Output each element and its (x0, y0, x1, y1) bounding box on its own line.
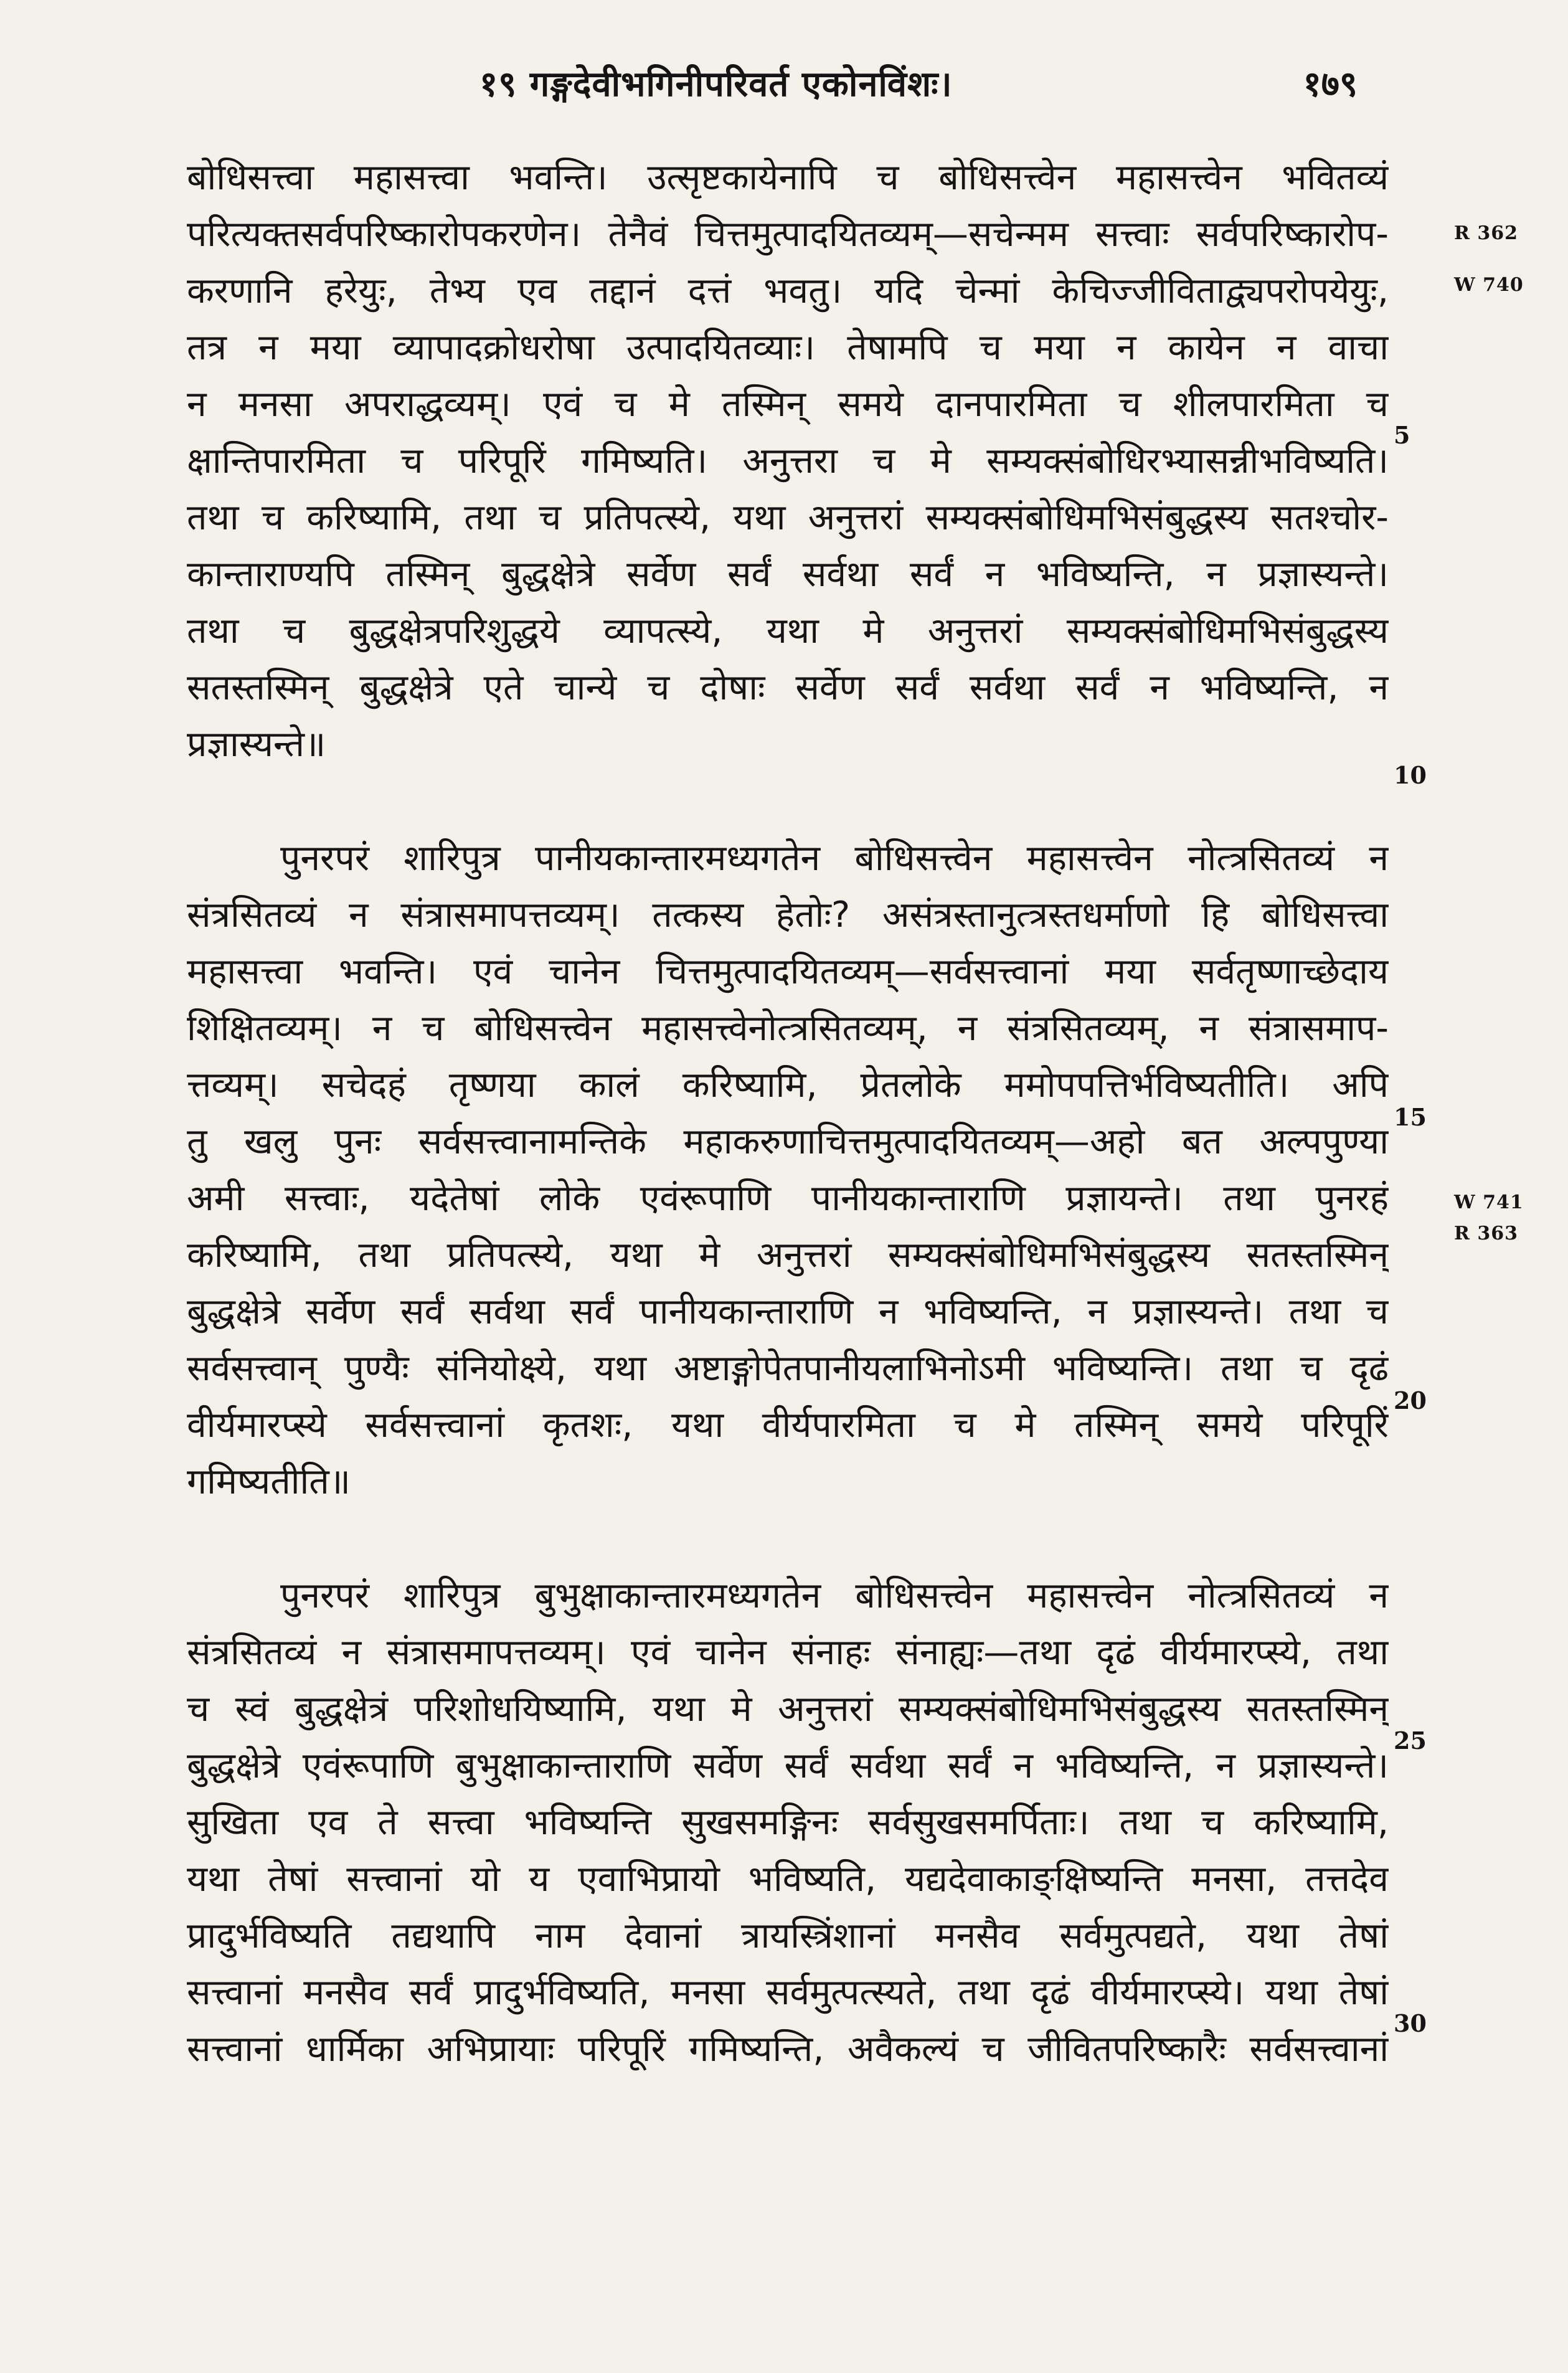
text-line: गमिष्यतीति॥ (187, 1461, 351, 1502)
text-line: क्षान्तिपारमिता च परिपूरिं गमिष्यति। अनुत्तरा च मे सम्यक्संबोधिरभ्यासन्नीभविष्यति। (187, 440, 1389, 481)
margin-ref-r363: R 363 (1454, 1223, 1518, 1244)
text-line: संत्रसितव्यं न संत्रासमापत्तव्यम्। तत्कस्य हेतोः? असंत्रस्तानुत्त्रस्तधर्माणो हि बोधिसत्त्वा (187, 894, 1389, 935)
text-line: सत्त्वानां धार्मिका अभिप्रायाः परिपूरिं गमिष्यन्ति, अवैकल्यं च जीवितपरिष्कारैः सर्वसत्त्वानां (187, 2029, 1389, 2070)
text-line: सतस्तस्मिन् बुद्धक्षेत्रे एते चान्ये च दोषाः सर्वेण सर्वं सर्वथा सर्वं न भविष्यन्ति, न (187, 667, 1389, 708)
paragraph-3 (187, 1568, 1389, 2078)
line-number-20: 20 (1394, 1386, 1427, 1414)
text-line: तथा च बुद्धक्षेत्रपरिशुद्धये व्यापत्स्ये, यथा मे अनुत्तरां सम्यक्संबोधिमभिसंबुद्धस्य (187, 610, 1389, 651)
text-line: तु खलु पुनः सर्वसत्त्वानामन्तिके महाकरुणाचित्तमुत्पादयितव्यम्—अहो बत अल्पपुण्या (187, 1121, 1389, 1162)
text-line: परित्यक्तसर्वपरिष्कारोपकरणेन। तेनैवं चित्तमुत्पादयितव्यम्—सचेन्मम सत्त्वाः सर्वपरिष्कारोप- (187, 214, 1389, 255)
text-line: सत्त्वानां मनसैव सर्वं प्रादुर्भविष्यति, मनसा सर्वमुत्पत्स्यते, तथा दृढं वीर्यमारप्स्ये। यथा तेषां (187, 1972, 1389, 2013)
line-number-10: 10 (1394, 761, 1427, 789)
text-line: पुनरपरं शारिपुत्र बुभुक्षाकान्तारमध्यगतेन बोधिसत्त्वेन महासत्त्वेन नोत्त्रसितव्यं न (280, 1575, 1389, 1616)
text-line: संत्रसितव्यं न संत्रासमापत्तव्यम्। एवं चानेन संनाहः संनाह्यः—तथा दृढं वीर्यमारप्स्ये, तथा (187, 1632, 1389, 1673)
line-number-5: 5 (1394, 421, 1410, 449)
text-line: अमी सत्त्वाः, यदेतेषां लोके एवंरूपाणि पानीयकान्ताराणि प्रज्ञायन्ते। तथा पुनरहं (187, 1178, 1389, 1219)
margin-ref-w741: W 741 (1454, 1191, 1524, 1213)
text-line: सुखिता एव ते सत्त्वा भविष्यन्ति सुखसमङ्गिनः सर्वसुखसमर्पिताः। तथा च करिष्यामि, (187, 1802, 1389, 1843)
text-line: महासत्त्वा भवन्ति। एवं चानेन चित्तमुत्पादयितव्यम्—सर्वसत्त्वानां मया सर्वतृष्णाच्छेदाय (187, 951, 1389, 992)
line-number-25: 25 (1394, 1726, 1427, 1755)
text-line: प्रज्ञास्यन्ते॥ (187, 724, 326, 765)
line-number-30: 30 (1394, 2009, 1427, 2037)
text-line: बोधिसत्त्वा महासत्त्वा भवन्ति। उत्सृष्टकायेनापि च बोधिसत्त्वेन महासत्त्वेन भवितव्यं (187, 157, 1389, 198)
text-line: च स्वं बुद्धक्षेत्रं परिशोधयिष्यामि, यथा मे अनुत्तरां सम्यक्संबोधिमभिसंबुद्धस्य सतस्तस्मिन् (187, 1689, 1389, 1730)
text-line: पुनरपरं शारिपुत्र पानीयकान्तारमध्यगतेन बोधिसत्त्वेन महासत्त्वेन नोत्त्रसितव्यं न (280, 838, 1389, 879)
chapter-title: १९ गङ्गदेवीभगिनीपरिवर्त एकोनविंशः। (479, 64, 953, 105)
text-line: सर्वसत्त्वान् पुण्यैः संनियोक्ष्ये, यथा अष्टाङ्गोपेतपानीयलाभिनोऽमी भविष्यन्ति। तथा च दृढं (187, 1348, 1389, 1389)
text-line: करिष्यामि, तथा प्रतिपत्स्ये, यथा मे अनुत्तरां सम्यक्संबोधिमभिसंबुद्धस्य सतस्तस्मिन् (187, 1234, 1389, 1276)
text-line: प्रादुर्भविष्यति तद्यथापि नाम देवानां त्रायस्त्रिंशानां मनसैव सर्वमुत्पद्यते, यथा तेषां (187, 1915, 1389, 1956)
text-line: करणानि हरेयुः, तेभ्य एव तद्दानं दत्तं भवतु। यदि चेन्मां केचिज्जीविताद्व्यपरोपयेयुः, (187, 270, 1389, 311)
text-line: तत्र न मया व्यापादक्रोधरोषा उत्पादयितव्याः। तेषामपि च मया न कायेन न वाचा (187, 327, 1389, 368)
paragraph-1 (187, 149, 1389, 773)
text-line: त्तव्यम्। सचेदहं तृष्णया कालं करिष्यामि, प्रेतलोके ममोपपत्तिर्भविष्यतीति। अपि (187, 1064, 1389, 1106)
text-line: कान्ताराण्यपि तस्मिन् बुद्धक्षेत्रे सर्वेण सर्वं सर्वथा सर्वं न भविष्यन्ति, न प्रज्ञास्यन्ते। (187, 554, 1389, 595)
line-number-15: 15 (1394, 1103, 1427, 1131)
text-line: बुद्धक्षेत्रे सर्वेण सर्वं सर्वथा सर्वं पानीयकान्ताराणि न भविष्यन्ति, न प्रज्ञास्यन्ते। तथा च (187, 1291, 1389, 1332)
margin-ref-r362: R 362 (1454, 222, 1518, 244)
body-text (187, 149, 1389, 2078)
text-line: शिक्षितव्यम्। न च बोधिसत्त्वेन महासत्त्वेनोत्त्रसितव्यम्, न संत्रसितव्यम्, न संत्रासमाप- (187, 1008, 1389, 1049)
paragraph-2 (187, 830, 1389, 1510)
text-line: तथा च करिष्यामि, तथा च प्रतिपत्स्ये, यथा अनुत्तरां सम्यक्संबोधिमभिसंबुद्धस्य सतश्चोर- (187, 497, 1389, 538)
text-line: यथा तेषां सत्त्वानां यो य एवाभिप्रायो भविष्यति, यद्यदेवाकाङ्क्षिष्यन्ति मनसा, तत्तदेव (187, 1859, 1389, 1900)
text-line: वीर्यमारप्स्ये सर्वसत्त्वानां कृतशः, यथा वीर्यपारमिता च मे तस्मिन् समये परिपूरिं (187, 1404, 1389, 1446)
text-line: न मनसा अपराद्धव्यम्। एवं च मे तस्मिन् समये दानपारमिता च शीलपारमिता च (187, 384, 1389, 425)
text-line: बुद्धक्षेत्रे एवंरूपाणि बुभुक्षाकान्ताराणि सर्वेण सर्वं सर्वथा सर्वं न भविष्यन्ति, न प्रज्ञास्यन्ते। (187, 1745, 1389, 1786)
margin-ref-w740: W 740 (1454, 274, 1524, 296)
page-number: १७९ (1303, 64, 1358, 105)
running-header (187, 59, 1358, 128)
